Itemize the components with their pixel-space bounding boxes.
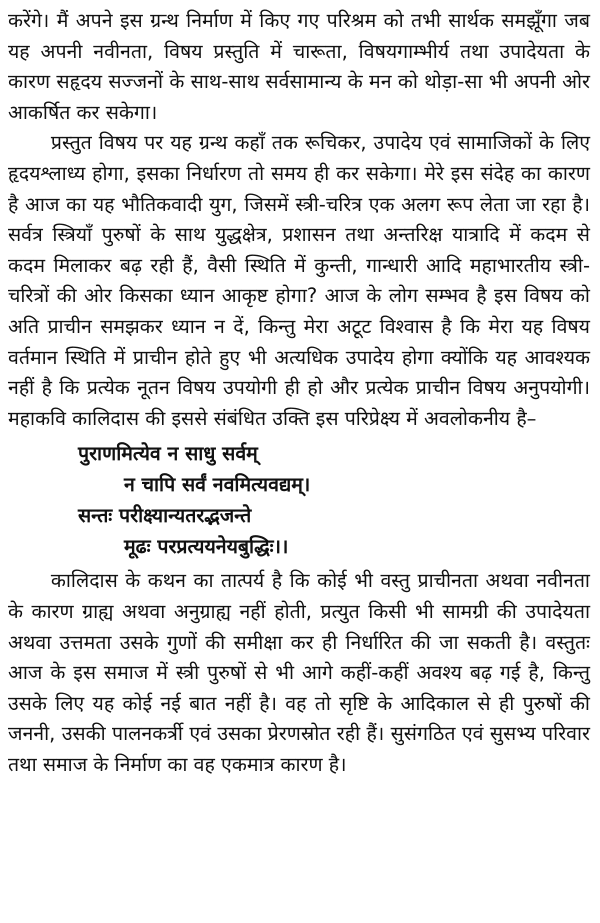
- verse-line-2: न चापि सर्वं नवमित्यवद्यम्।: [124, 473, 311, 497]
- paragraph-subject-relevance: प्रस्तुत विषय पर यह ग्रन्थ कहाँ तक रूचिकर, उपादेय एवं सामाजिकों के लिए हृदयश्लाध्य होगा, इसका निर्धारण तो समय ही कर सकेगा। मेरे इस संदेह का कारण है आज का यह भौतिकवादी युग, जिसमें स्त्री-चरित्र एक अलग रूप लेता जा रहा है। सर्वत्र स्त्रियाँ पुरुषों के साथ युद्धक्षेत्र, प्रशासन तथा अन्तरिक्ष यात्रादि में कदम से कदम मिलाकर बढ़ रही हैं, वैसी स्थिति में कुन्ती, गान्धारी आदि महाभारतीय स्त्री-चरित्रों की ओर किसका ध्यान आकृष्ट होगा? आज के लोग सम्भव है इस विषय को अति प्राचीन समझकर ध्यान न दें, किन्तु मेरा अटूट विश्वास है कि मेरा यह विषय वर्तमान स्थिति में प्राचीन होते हुए भी अत्यधिक उपादेय होगा क्योंकि यह आवश्यक नहीं है कि प्रत्येक नूतन विषय उपयोगी ही हो और प्रत्येक प्राचीन विषय अनुपयोगी। महाकवि कालिदास की इससे संबंधित उक्ति इस परिप्रेक्ष्य में अवलोकनीय है–: [8, 131, 590, 430]
- verse-line-4: मूढः परप्रत्ययनेयबुद्धिः।।: [124, 535, 289, 559]
- sanskrit-verse: [8, 438, 590, 562]
- verse-line-1: पुराणमित्येव न साधु सर्वम्: [78, 442, 258, 466]
- paragraph-intro-continuation: करेंगे। मैं अपने इस ग्रन्थ निर्माण में किए गए परिश्रम को तभी सार्थक समझूँगा जब यह अपनी नवीनता, विषय प्रस्तुति में चारूता, विषयगाम्भीर्य तथा उपादेयता के कारण सहृदय सज्जनों के साथ-साथ सर्वसामान्य के मन को थोड़ा-सा भी अपनी ओर आकर्षित कर सकेगा।: [8, 9, 590, 124]
- verse-line-3: सन्तः परीक्ष्यान्यतरद्भजन्ते: [78, 504, 252, 528]
- paragraph-kalidas-interpretation: कालिदास के कथन का तात्पर्य है कि कोई भी वस्तु प्राचीनता अथवा नवीनता के कारण ग्राह्य अथवा अनुग्राह्य नहीं होती, प्रत्युत किसी भी सामग्री की उपादेयता अथवा उत्तमता उसके गुणों की समीक्षा कर ही निर्धारित की जा सकती है। वस्तुतः आज के इस समाज में स्त्री पुरुषों से भी आगे कहीं-कहीं अवश्य बढ़ गई है, किन्तु उसके लिए यह कोई नई बात नहीं है। वह तो सृष्टि के आदिकाल से ही पुरुषों की जननी, उसकी पालनकर्त्री एवं उसका प्रेरणस्रोत रही हैं। सुसंगठित एवं सुसभ्य परिवार तथा समाज के निर्माण का वह एकमात्र कारण है।: [8, 569, 590, 776]
